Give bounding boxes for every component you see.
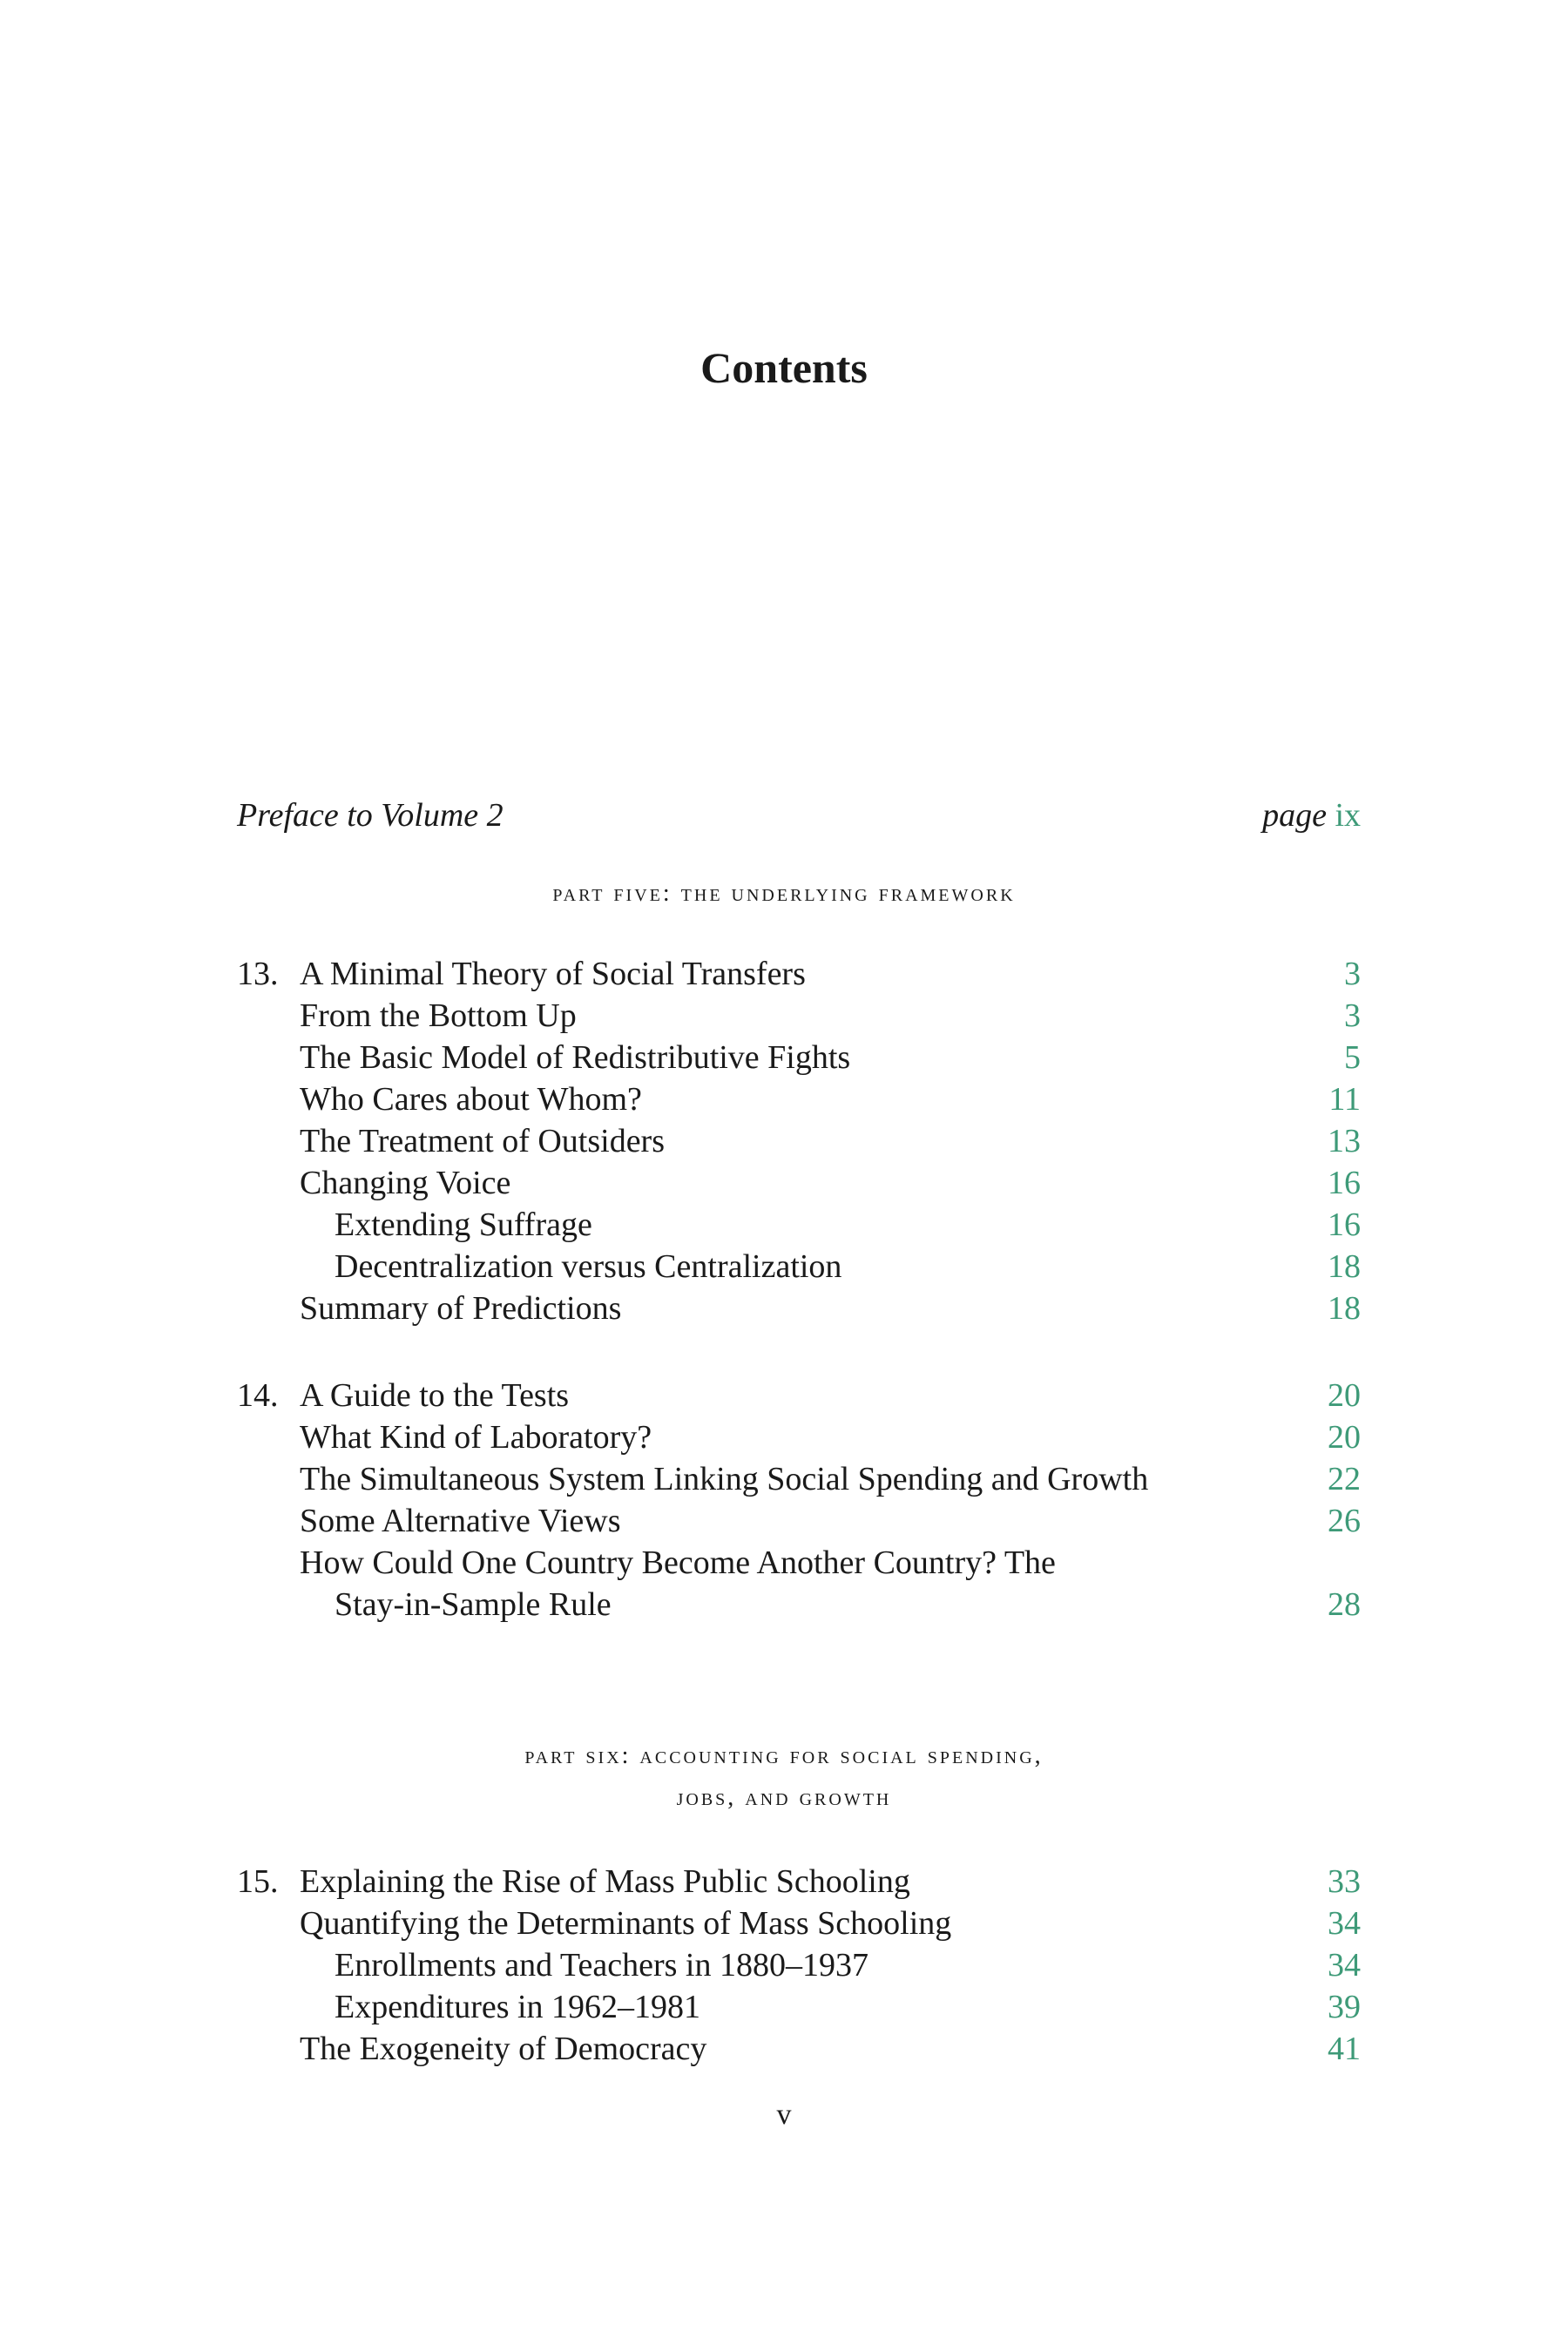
page-number: 39 (1328, 1989, 1361, 2025)
page-number: 22 (1328, 1461, 1361, 1497)
entry-title: How Could One Country Become Another Country? The (300, 1544, 1056, 1581)
part-heading: part six: accounting for social spending, (524, 1742, 1044, 1769)
part-heading: jobs, and growth (676, 1784, 892, 1811)
entry-title: Stay-in-Sample Rule (335, 1586, 612, 1623)
toc-entry[interactable] (237, 1458, 1361, 1500)
entry-title: The Exogeneity of Democracy (300, 2031, 707, 2067)
toc-chapter[interactable] (237, 1375, 1361, 1416)
toc-subentry[interactable] (237, 1204, 1361, 1246)
page-number: 16 (1328, 1165, 1361, 1201)
page-number: 16 (1328, 1206, 1361, 1243)
entry-title: The Simultaneous System Linking Social Spending and Growth (300, 1461, 1149, 1497)
toc-entry[interactable] (237, 995, 1361, 1037)
toc-subentry[interactable] (237, 1246, 1361, 1288)
entry-title: Some Alternative Views (300, 1503, 621, 1539)
page-number: 28 (1328, 1586, 1361, 1623)
toc-chapter[interactable] (237, 953, 1361, 995)
toc-entry[interactable] (237, 1288, 1361, 1329)
toc-entry[interactable] (237, 2028, 1361, 2070)
toc-entry[interactable] (237, 1120, 1361, 1162)
toc-preface-title: Preface to Volume 2 (237, 797, 504, 834)
page-number: 20 (1328, 1419, 1361, 1456)
page-folio: v (776, 2099, 792, 2131)
page-number: 20 (1328, 1377, 1361, 1414)
entry-title: Extending Suffrage (335, 1206, 592, 1243)
page-number: 34 (1328, 1905, 1361, 1942)
toc-entry[interactable] (237, 1162, 1361, 1204)
chapter-number: 14. (237, 1377, 279, 1414)
entry-title: Who Cares about Whom? (300, 1081, 642, 1118)
toc-entry[interactable] (237, 1903, 1361, 1944)
chapter-number: 13. (237, 956, 279, 992)
toc-entry[interactable] (237, 1416, 1361, 1458)
part-heading: part five: the underlying framework (552, 880, 1016, 907)
toc-chapter[interactable] (237, 1861, 1361, 1903)
toc-entry-continuation[interactable] (237, 1584, 1361, 1625)
page-word: page (1262, 797, 1327, 834)
toc-entry[interactable] (237, 1037, 1361, 1078)
chapter-number: 15. (237, 1863, 279, 1900)
entry-title: Quantifying the Determinants of Mass Schooling (300, 1905, 952, 1942)
entry-title: Expenditures in 1962–1981 (335, 1989, 701, 2025)
page-number: 33 (1328, 1863, 1361, 1900)
page-number: 11 (1328, 1081, 1361, 1118)
chapter-title: Explaining the Rise of Mass Public Schooling (300, 1863, 910, 1900)
entry-title: Decentralization versus Centralization (335, 1248, 842, 1285)
chapter-title: A Minimal Theory of Social Transfers (300, 956, 806, 992)
page-number: 13 (1328, 1123, 1361, 1159)
page-number: 3 (1344, 956, 1361, 992)
toc-subentry[interactable] (237, 1986, 1361, 2028)
entry-title: Changing Voice (300, 1165, 511, 1201)
chapter-title: A Guide to the Tests (300, 1377, 570, 1414)
entry-title: Summary of Predictions (300, 1290, 622, 1327)
entry-title: The Basic Model of Redistributive Fights (300, 1039, 851, 1076)
page-number: 34 (1328, 1947, 1361, 1984)
toc-entry[interactable] (237, 1542, 1361, 1584)
toc-entry[interactable] (237, 1078, 1361, 1120)
page-number: ix (1335, 797, 1361, 834)
page-number: 18 (1328, 1248, 1361, 1285)
page-number: 5 (1344, 1039, 1361, 1076)
toc-subentry[interactable] (237, 1944, 1361, 1986)
toc-preface[interactable] (237, 794, 1361, 836)
entry-title: The Treatment of Outsiders (300, 1123, 666, 1159)
page-number: 18 (1328, 1290, 1361, 1327)
entry-title: From the Bottom Up (300, 997, 577, 1034)
toc-preface-page (1262, 794, 1361, 836)
page-number: 3 (1344, 997, 1361, 1034)
entry-title: Enrollments and Teachers in 1880–1937 (335, 1947, 868, 1984)
page-number: 41 (1328, 2031, 1361, 2067)
toc-entry[interactable] (237, 1500, 1361, 1542)
page-number: 26 (1328, 1503, 1361, 1539)
entry-title: What Kind of Laboratory? (300, 1419, 652, 1456)
page-title: Contents (700, 343, 868, 392)
